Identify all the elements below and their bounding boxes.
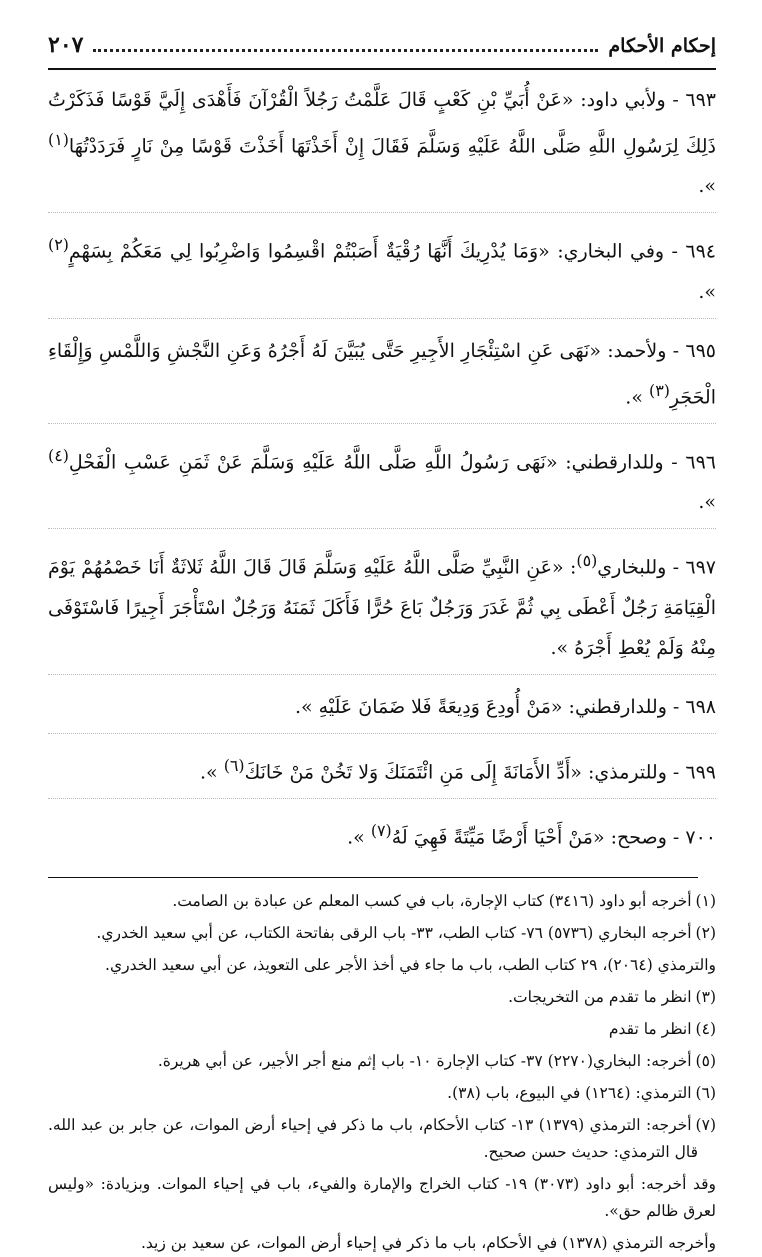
- entry-text: «عَنْ أُبَيِّ بْنِ كَعْبٍ قَالَ عَلَّمْتُ رَجُلاً الْقُرْآنَ فَأَهْدَى إِلَيَّ قَوْسًا فَذَكَرْتُ ذَلِكَ لِرَسُولِ اللَّهِ صَلَّى اللَّهُ عَلَيْهِ وَسَلَّمَ فَقَالَ إِنْ أَخَذْتَهَا أَخَذْتَ قَوْسًا مِنْ نَارٍ فَرَدَدْتُهَا: [48, 89, 716, 158]
- entry-end: ».: [698, 280, 716, 303]
- footnote-ref: (٦): [223, 755, 245, 775]
- entry-number: ٦٩٤: [685, 240, 717, 263]
- entry-source: وللدارقطني:: [568, 695, 667, 718]
- footnote-continuation: [48, 1230, 716, 1257]
- footnote-continuation: [48, 1171, 716, 1225]
- hadith-entry: ٦٩٩ - وللترمذي: «أَدِّ الأَمَانَةَ إِلَى مَنِ ائْتَمَنَكَ وَلا تَخُنْ مَنْ خَانَكَ$^{(٦)}$ ».: [48, 746, 716, 799]
- running-title: إحكام الأحكام: [608, 35, 716, 57]
- footnote-ref: (٢): [48, 235, 69, 255]
- entry-source: ولأحمد:: [607, 339, 667, 362]
- footnote-separator: [48, 877, 698, 878]
- entry-text: «مَنْ أَحْيَا أَرْضًا مَيِّتَةً فَهِيَ لَهُ: [391, 826, 605, 849]
- footnote-mark: (٧): [695, 1116, 716, 1135]
- hadith-entry: ٦٩٨ - وللدارقطني: «مَنْ أُودِعَ وَدِيعَةً فَلا ضَمَانَ عَلَيْهِ ».: [48, 687, 716, 734]
- entry-number: ٦٩٣: [685, 89, 716, 111]
- entry-end: ».: [347, 826, 371, 849]
- footnote-ref: (٥): [576, 551, 598, 571]
- footnote-mark: (٦): [695, 1084, 716, 1103]
- footnote: [48, 888, 716, 915]
- hadith-entry: ٦٩٦ - وللدارقطني: «نَهَى رَسُولُ اللَّهِ صَلَّى اللَّهُ عَلَيْهِ وَسَلَّمَ عَنْ ثَمَنِ عَسْبِ الْفَحْلِ$^{(٤)}$ ».: [48, 436, 716, 529]
- entry-source: وللترمذي:: [587, 760, 667, 783]
- footnote-text: أخرجه أبو داود (٣٤١٦) كتاب الإجارة، باب في كسب المعلم عن عبادة بن الصامت.: [172, 892, 692, 911]
- hadith-entry: ٧٠٠ - وصحح: «مَنْ أَحْيَا أَرْضًا مَيِّتَةً فَهِيَ لَهُ$^{(٧)}$ ».: [347, 820, 716, 849]
- footnote-ref: (٣): [649, 380, 670, 400]
- entry-number: ٧٠٠: [685, 826, 716, 849]
- footnote-ref: (١): [48, 130, 69, 149]
- entry-source: وللدارقطني:: [565, 451, 664, 474]
- footnote: [48, 1080, 716, 1107]
- footnote-text: انظر ما تقدم: [608, 1020, 692, 1039]
- entry-text: «عَنِ النَّبِيِّ صَلَّى اللَّهُ عَلَيْهِ وَسَلَّمَ قَالَ قَالَ اللَّهُ ثَلاثَةٌ أَنَا خَصْمُهُمْ يَوْمَ الْقِيَامَةِ رَجُلٌ أَعْطَى بِي ثُمَّ غَدَرَ وَرَجُلٌ بَاعَ حُرًّا فَأَكَلَ ثَمَنَهُ وَرَجُلٌ اسْتَأْجَرَ أَجِيرًا فَاسْتَوْفَى مِنْهُ وَلَمْ يُعْطِ أَجْرَهُ: [48, 556, 716, 659]
- entry-end: ».: [550, 636, 575, 659]
- footnote-text: انظر ما تقدم من التخريجات.: [508, 988, 692, 1007]
- hadith-entry: ٦٩٤ - وفي البخاري: «وَمَا يُدْرِيكَ أَنَّهَا رُقْيَةٌ أَصَبْتُمْ اقْسِمُوا وَاضْرِبُوا لِي مَعَكُمْ بِسَهْمٍ$^{(٢)}$ ».: [48, 225, 716, 318]
- footnote-mark: (٣): [695, 988, 716, 1007]
- entry-source-colon: :: [569, 556, 577, 579]
- entry-end: ».: [698, 491, 716, 514]
- hadith-entry: ٦٩٧ - وللبخاري$^{(٥)}$: «عَنِ النَّبِيِّ صَلَّى اللَّهُ عَلَيْهِ وَسَلَّمَ قَالَ قَالَ اللَّهُ ثَلاثَةٌ أَنَا خَصْمُهُمْ يَوْمَ الْقِيَامَةِ رَجُلٌ أَعْطَى بِي ثُمَّ غَدَرَ وَرَجُلٌ بَاعَ حُرًّا فَأَكَلَ ثَمَنَهُ وَرَجُلٌ اسْتَأْجَرَ أَجِيرًا فَاسْتَوْفَى مِنْهُ وَلَمْ يُعْطِ أَجْرَهُ ».: [48, 541, 716, 674]
- header-leader-dots: [93, 35, 598, 52]
- footnote-ref: (٤): [48, 445, 69, 465]
- entry-source: وصحح:: [610, 826, 667, 849]
- footnote: [48, 1112, 716, 1166]
- entry-source: وللبخاري: [597, 556, 667, 579]
- entry-end: ».: [625, 385, 650, 408]
- entry-text: «نَهَى عَنِ اسْتِئْجَارِ الأَجِيرِ حَتَّى يُبَيَّنَ لَهُ أَجْرُهُ وَعَنِ النَّجْشِ وَاللَّمْسِ وَإِلْقَاءِ الْحَجَرِ: [48, 339, 716, 408]
- entry-number: ٦٩٥: [685, 339, 717, 362]
- footnote-mark: (٢): [695, 924, 716, 943]
- entry-source: وفي البخاري:: [557, 240, 665, 263]
- footnote-mark: (٤): [695, 1020, 716, 1039]
- page-number: ٢٠٧: [48, 32, 84, 58]
- footnotes: [48, 888, 716, 1257]
- footnote: [48, 1016, 716, 1043]
- entry-number: ٦٩٨: [685, 695, 716, 718]
- hadith-entry: ٦٩٣ - ولأبي داود: «عَنْ أُبَيِّ بْنِ كَعْبٍ قَالَ عَلَّمْتُ رَجُلاً الْقُرْآنَ فَأَهْدَى إِلَيَّ قَوْسًا فَذَكَرْتُ ذَلِكَ لِرَسُولِ اللَّهِ صَلَّى اللَّهُ عَلَيْهِ وَسَلَّمَ فَقَالَ إِنْ أَخَذْتَهَا أَخَذْتَ قَوْسًا مِنْ نَارٍ فَرَدَدْتُهَا$^{(١)}$ ».: [48, 80, 716, 213]
- footnote-mark: (٥): [695, 1052, 716, 1071]
- footnote-separator-wrap: [48, 877, 716, 878]
- entry-end: ».: [199, 760, 224, 783]
- entry-text: «أَدِّ الأَمَانَةَ إِلَى مَنِ ائْتَمَنَكَ وَلا تَخُنْ مَنْ خَانَكَ: [244, 760, 582, 783]
- footnote: [48, 920, 716, 947]
- footnote-text: أخرجه: البخاري(٢٢٧٠) ٣٧- كتاب الإجارة ١٠- باب إثم منع أجر الأجير، عن أبي هريرة.: [157, 1052, 692, 1071]
- entry-number: ٦٩٩: [685, 760, 716, 783]
- footnote: [48, 984, 716, 1011]
- footnote-text: وقد أخرجه: أبو داود (٣٠٧٣) ١٩- كتاب الخراج والإمارة والفيء، باب في إحياء الموات. وبزيادة: «وليس لعرق ظالم حق».: [48, 1175, 716, 1221]
- footnote: [48, 1048, 716, 1075]
- page-header: [48, 32, 716, 70]
- entry-number: ٦٩٧: [685, 556, 717, 579]
- footnote-text: أخرجه: الترمذي (١٣٧٩) ١٣- كتاب الأحكام، باب ما ذكر في إحياء أرض الموات، عن جابر بن عبد الله. قال الترمذي: حديث حسن صحيح.: [48, 1116, 698, 1162]
- footnote-text: والترمذي (٢٠٦٤)، ٢٩ كتاب الطب، باب ما جاء في أخذ الأجر على التعويذ، عن أبي سعيد الخدري.: [105, 956, 716, 975]
- footnote-text: وأخرجه الترمذي (١٣٧٨) في الأحكام، باب ما ذكر في إحياء أرض الموات، عن سعيد بن زيد.: [140, 1234, 716, 1253]
- footnote-text: أخرجه البخاري (٥٧٣٦) ٧٦- كتاب الطب، ٣٣- باب الرقى بفاتحة الكتاب، عن أبي سعيد الخدري.: [96, 924, 692, 943]
- footnote-text: الترمذي: (١٢٦٤) في البيوع، باب (٣٨).: [447, 1084, 692, 1103]
- book-page: [48, 32, 717, 1253]
- footnote-ref: (٧): [370, 820, 392, 840]
- entry-text: «وَمَا يُدْرِيكَ أَنَّهَا رُقْيَةٌ أَصَبْتُمْ اقْسِمُوا وَاضْرِبُوا لِي مَعَكُمْ بِسَهْمٍ: [68, 240, 550, 263]
- entry-text: «مَنْ أُودِعَ وَدِيعَةً فَلا ضَمَانَ عَلَيْهِ: [318, 695, 563, 718]
- hadith-entry: ٦٩٥ - ولأحمد: «نَهَى عَنِ اسْتِئْجَارِ الأَجِيرِ حَتَّى يُبَيَّنَ لَهُ أَجْرُهُ وَعَنِ النَّجْشِ وَاللَّمْسِ وَإِلْقَاءِ الْحَجَرِ$^{(٣)}$ ».: [48, 331, 716, 424]
- entry-end: ».: [698, 175, 716, 198]
- entry-source: ولأبي داود:: [580, 89, 666, 111]
- hadith-entries: [48, 80, 716, 863]
- footnote-continuation: [48, 952, 716, 979]
- footnote-mark: (١): [695, 892, 716, 911]
- entry-number: ٦٩٦: [685, 451, 717, 474]
- entry-end: ».: [294, 695, 319, 718]
- entry-text: «نَهَى رَسُولُ اللَّهِ صَلَّى اللَّهُ عَلَيْهِ وَسَلَّمَ عَنْ ثَمَنِ عَسْبِ الْفَحْلِ: [68, 451, 558, 474]
